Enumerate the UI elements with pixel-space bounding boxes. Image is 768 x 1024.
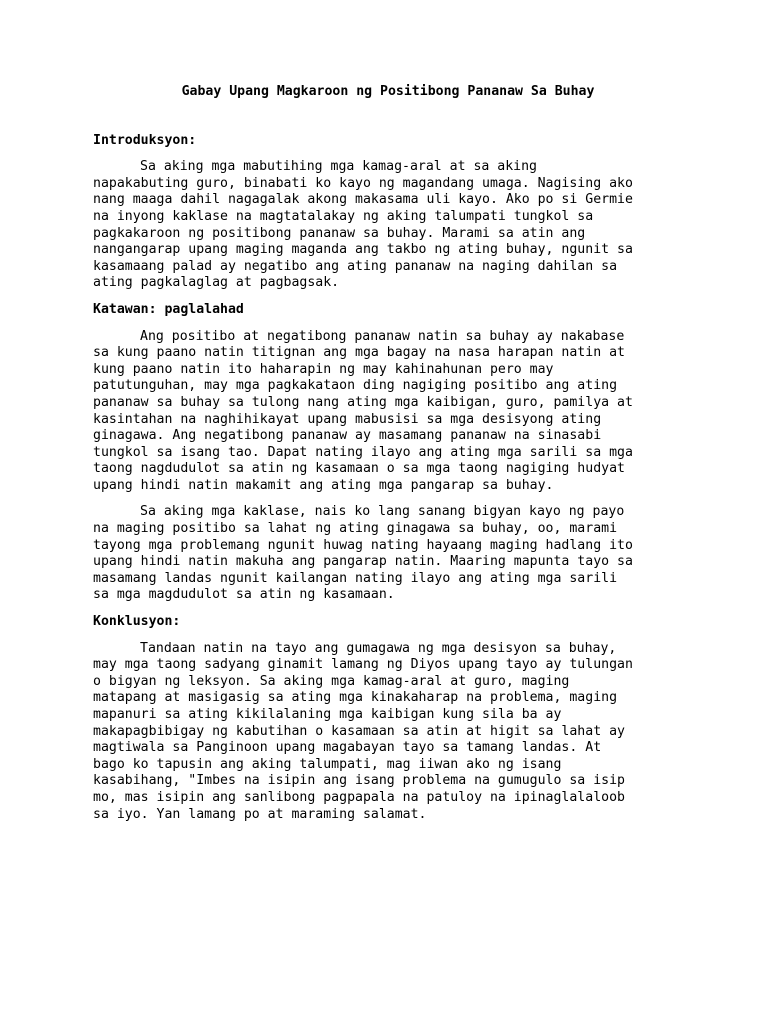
document-page [93, 84, 683, 833]
section-introduksyon [93, 133, 683, 292]
paragraph: Sa aking mga kaklase, nais ko lang sanang bigyan kayo ng payo na maging positibo sa lahat ng ating ginagawa sa buhay, oo, marami tayong mga problemang ngunit huwag nating hayaang maging hadlang ito upang hindi natin makuha ang pangarap natin. Maaring mapunta tayo sa masamang landas ngunit kailangan nating ilayo ang ating mga sarili sa mga magdudulot sa atin ng kasamaan. [93, 504, 633, 603]
section-heading: Introduksyon: [93, 132, 197, 148]
paragraph: Sa aking mga mabutihing mga kamag-aral at sa aking napakabuting guro, binabati ko kayo ng magandang umaga. Nagising ako nang maaga dahil nagagalak akong makasama uli kayo. Ako po si Germie na inyong kaklase na magtatalakay ng aking talumpati tungkol sa pagkakaroon ng positibong pananaw sa buhay. Marami sa atin ang nangangarap upang maging maganda ang takbo ng ating buhay, ngunit sa kasamaang palad ay negatibo ang ating pananaw na naging dahilan sa ating pagkalaglag at pagbagsak. [93, 159, 633, 291]
section-heading: Katawan: paglalahad [93, 301, 244, 317]
paragraph: Tandaan natin na tayo ang gumagawa ng mga desisyon sa buhay, may mga taong sadyang ginamit lamang ng Diyos upang tayo ay tulungan o bigyan ng leksyon. Sa aking mga kamag-aral at guro, maging matapang at masigasig sa ating mga kinakaharap na problema, maging mapanuri sa ating kikilalaning mga kaibigan kung sila ba ay makapagbibigay ng kabutihan o kasamaan sa atin at higit sa lahat ay magtiwala sa Panginoon upang magabayan tayo sa tamang landas. At bago ko tapusin ang aking talumpati, mag iiwan ako ng isang kasabihang, "Imbes na isipin ang isang problema na gumugulo sa isip mo, mas isipin ang sanlibong pagpapala na patuloy na ipinaglalaloob sa iyo. Yan lamang po at maraming salamat. [93, 640, 633, 822]
document-title: Gabay Upang Magkaroon ng Positibong Pananaw Sa Buhay [181, 84, 595, 99]
section-katawan [93, 302, 683, 604]
section-konklusyon [93, 614, 683, 823]
section-heading: Konklusyon: [93, 614, 181, 630]
paragraph: Ang positibo at negatibong pananaw natin sa buhay ay nakabase sa kung paano natin titignan ang mga bagay na nasa harapan natin at kung paano natin ito haharapin ng may kahinahunan pero may patutunguhan, may mga pagkakataon ding nagiging positibo ang ating pananaw sa buhay sa tulong nang ating mga kaibigan, guro, pamilya at kasintahan na naghihikayat upang mabusisi sa mga desisyong ating ginagawa. Ang negatibong pananaw ay masamang pananaw na sinasabi tungkol sa isang tao. Dapat nating ilayo ang ating mga sarili sa mga taong nagdudulot sa atin ng kasamaan o sa mga taong nagiging hudyat upang hindi natin makamit ang ating mga pangarap sa buhay. [93, 328, 633, 493]
